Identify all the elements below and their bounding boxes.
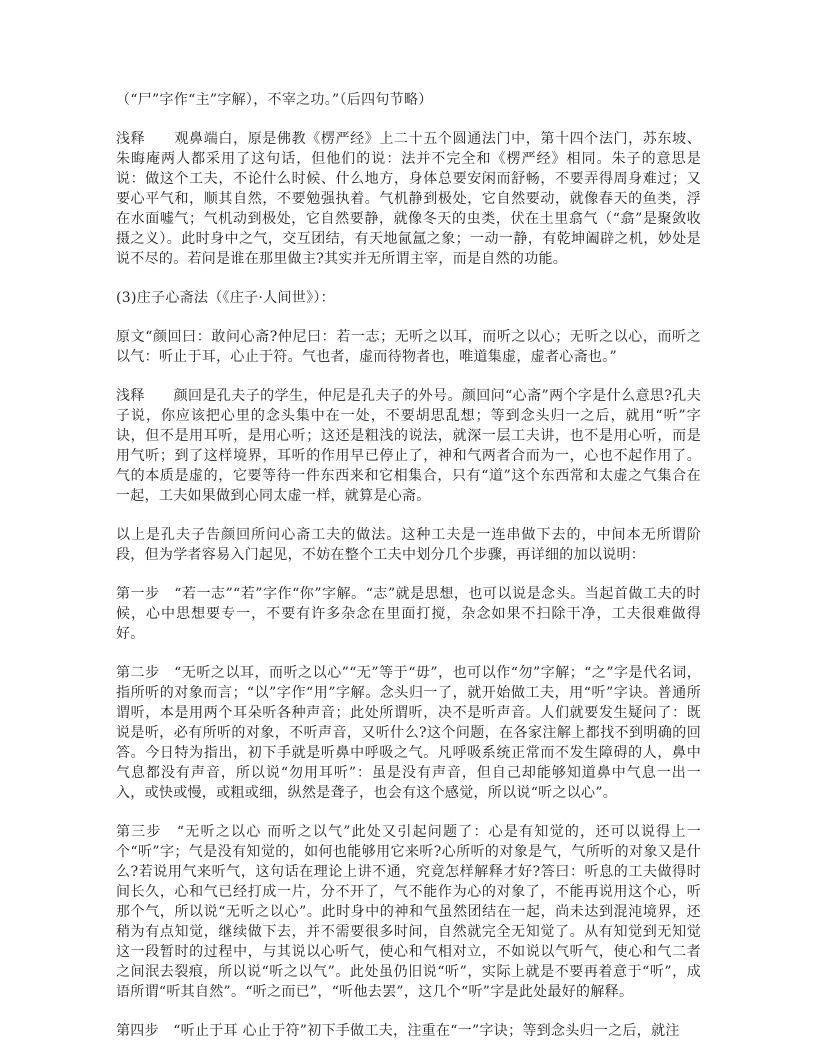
paragraph-qianshi-yanhui: 浅释 颜回是孔夫子的学生，仲尼是孔夫子的外号。颜回问“心斋”两个字是什么意思?孔夫子说，你应该把心里的念头集中在一处，不要胡思乱想；等到念头归一之后，就用“听”字诀，但不是用耳听，是用心听；这还是粗浅的说法，就深一层工夫讲，也不是用心听，而是用气听；到了这样境界，耳听的作用早已停止了，神和气两者合而为一，心也不起作用了。气的本质是虚的，它要等待一件东西来和它相集合，只有“道”这个东西常和太虚之气集合在一起，工夫如果做到心同太虚一样，就算是心斋。: [116, 388, 701, 504]
paragraph-step-4: 第四步 “听止于耳 心止于符”初下手做工夫，注重在“一”字诀；等到念头归一之后，就注: [116, 1023, 680, 1039]
heading-zhuangzi-xinzhai: (3)庄子心斋法（《庄子·人间世》）：: [116, 290, 335, 306]
paragraph-yuanwen: 原文“颜回曰：敢问心斋?仲尼曰：若一志；无听之以耳，而听之以心；无听之以心，而听之以气：听止于耳，心止于符。气也者，虚而待物者也，唯道集虚，虚者心斋也。”: [116, 329, 701, 365]
paragraph-qianshi-guanbiduanbai: 浅释 观鼻端白，原是佛教《楞严经》上二十五个圆通法门中，第十四个法门，苏东坡、朱晦庵两人都采用了这句话，但他们的说：法并不完全和《楞严经》相同。朱子的意思是说：做这个工夫，不论什么时候、什么地方，身体总要安闲而舒畅，不要弄得周身难过；又要心平气和，顺其自然，不要勉强执着。气机静到极处，它自然要动，就像春天的鱼类，浮在水面嘘气；气机动到极处，它自然要静，就像冬天的虫类，伏在土里翕气（“翕”是聚敛收摄之义）。此时身中之气，交互团结，有天地氤氲之象；一动一静，有乾坤阖辟之机，妙处是说不尽的。若问是谁在那里做主?其实并无所谓主宰，而是自然的功能。: [116, 131, 701, 267]
paragraph-step-3: 第三步 “无听之以心 而听之以气”此处又引起问题了：心是有知觉的，还可以说得上一个“听”字；气是没有知觉的，如何也能够用它来听?心所听的对象是气，气所听的对象又是什么?若说用气来听气，这句话在理论上讲不通，究竟怎样解释才好?答曰：听息的工夫做得时间长久，心和气已经打成一片，分不开了，气不能作为心的对象了，不能再说用这个心，听那个气，所以说“无听之以心”。此时身中的神和气虽然团结在一起，尚未达到混沌境界，还稍为有点知觉，继续做下去，并不需要很多时间，自然就完全无知觉了。从有知觉到无知觉这一段暂时的过程中，与其说以心听气，使心和气相对立，不如说以气听气，使心和气二者之间泯去裂痕，所以说“听之以气”。此处虽仍旧说“听”，实际上就是不要再着意于“听”，成语所谓“听其自然”。“听之而已”，“听他去罢”，这几个“听”字是此处最好的解释。: [116, 824, 701, 1000]
paragraph-step-1: 第一步 “若一志”“若”字作“你”字解。“志”就是思想，也可以说是念头。当起首做工夫的时候，心中思想要专一，不要有许多杂念在里面打搅，杂念如果不扫除干净，工夫很难做得好。: [116, 586, 701, 642]
paragraph-steps-intro: 以上是孔夫子告颜回所问心斋工夫的做法。这种工夫是一连串做下去的，中间本无所谓阶段，但为学者容易入门起见，不妨在整个工夫中划分几个步骤，再详细的加以说明：: [116, 527, 701, 563]
paragraph-step-2: 第二步 “无听之以耳，而听之以心”“无”等于“毋”，也可以作“勿”字解；“之”字是代名词，指所听的对象而言；“以”字作“用”字解。念头归一了，就开始做工夫，用“听”字诀。普通所谓听，本是用两个耳朵听各种声音；此处所谓听，决不是听声音。人们就要发生疑问了：既说是听，必有所听的对象，不听声音，又听什么?这个问题，在各家注解上都找不到明确的回答。今日特为指出，初下手就是听鼻中呼吸之气。凡呼吸系统正常而不发生障碍的人，鼻中气息都没有声音，所以说“勿用耳听”：虽是没有声音，但自己却能够知道鼻中气息一出一入，或快或慢，或粗或细，纵然是聋子，也会有这个感觉，所以说“听之以心”。: [116, 665, 701, 801]
paragraph-quote-ending: （“尸”字作“主”字解），不宰之功。”（后四句节略）: [116, 92, 433, 108]
